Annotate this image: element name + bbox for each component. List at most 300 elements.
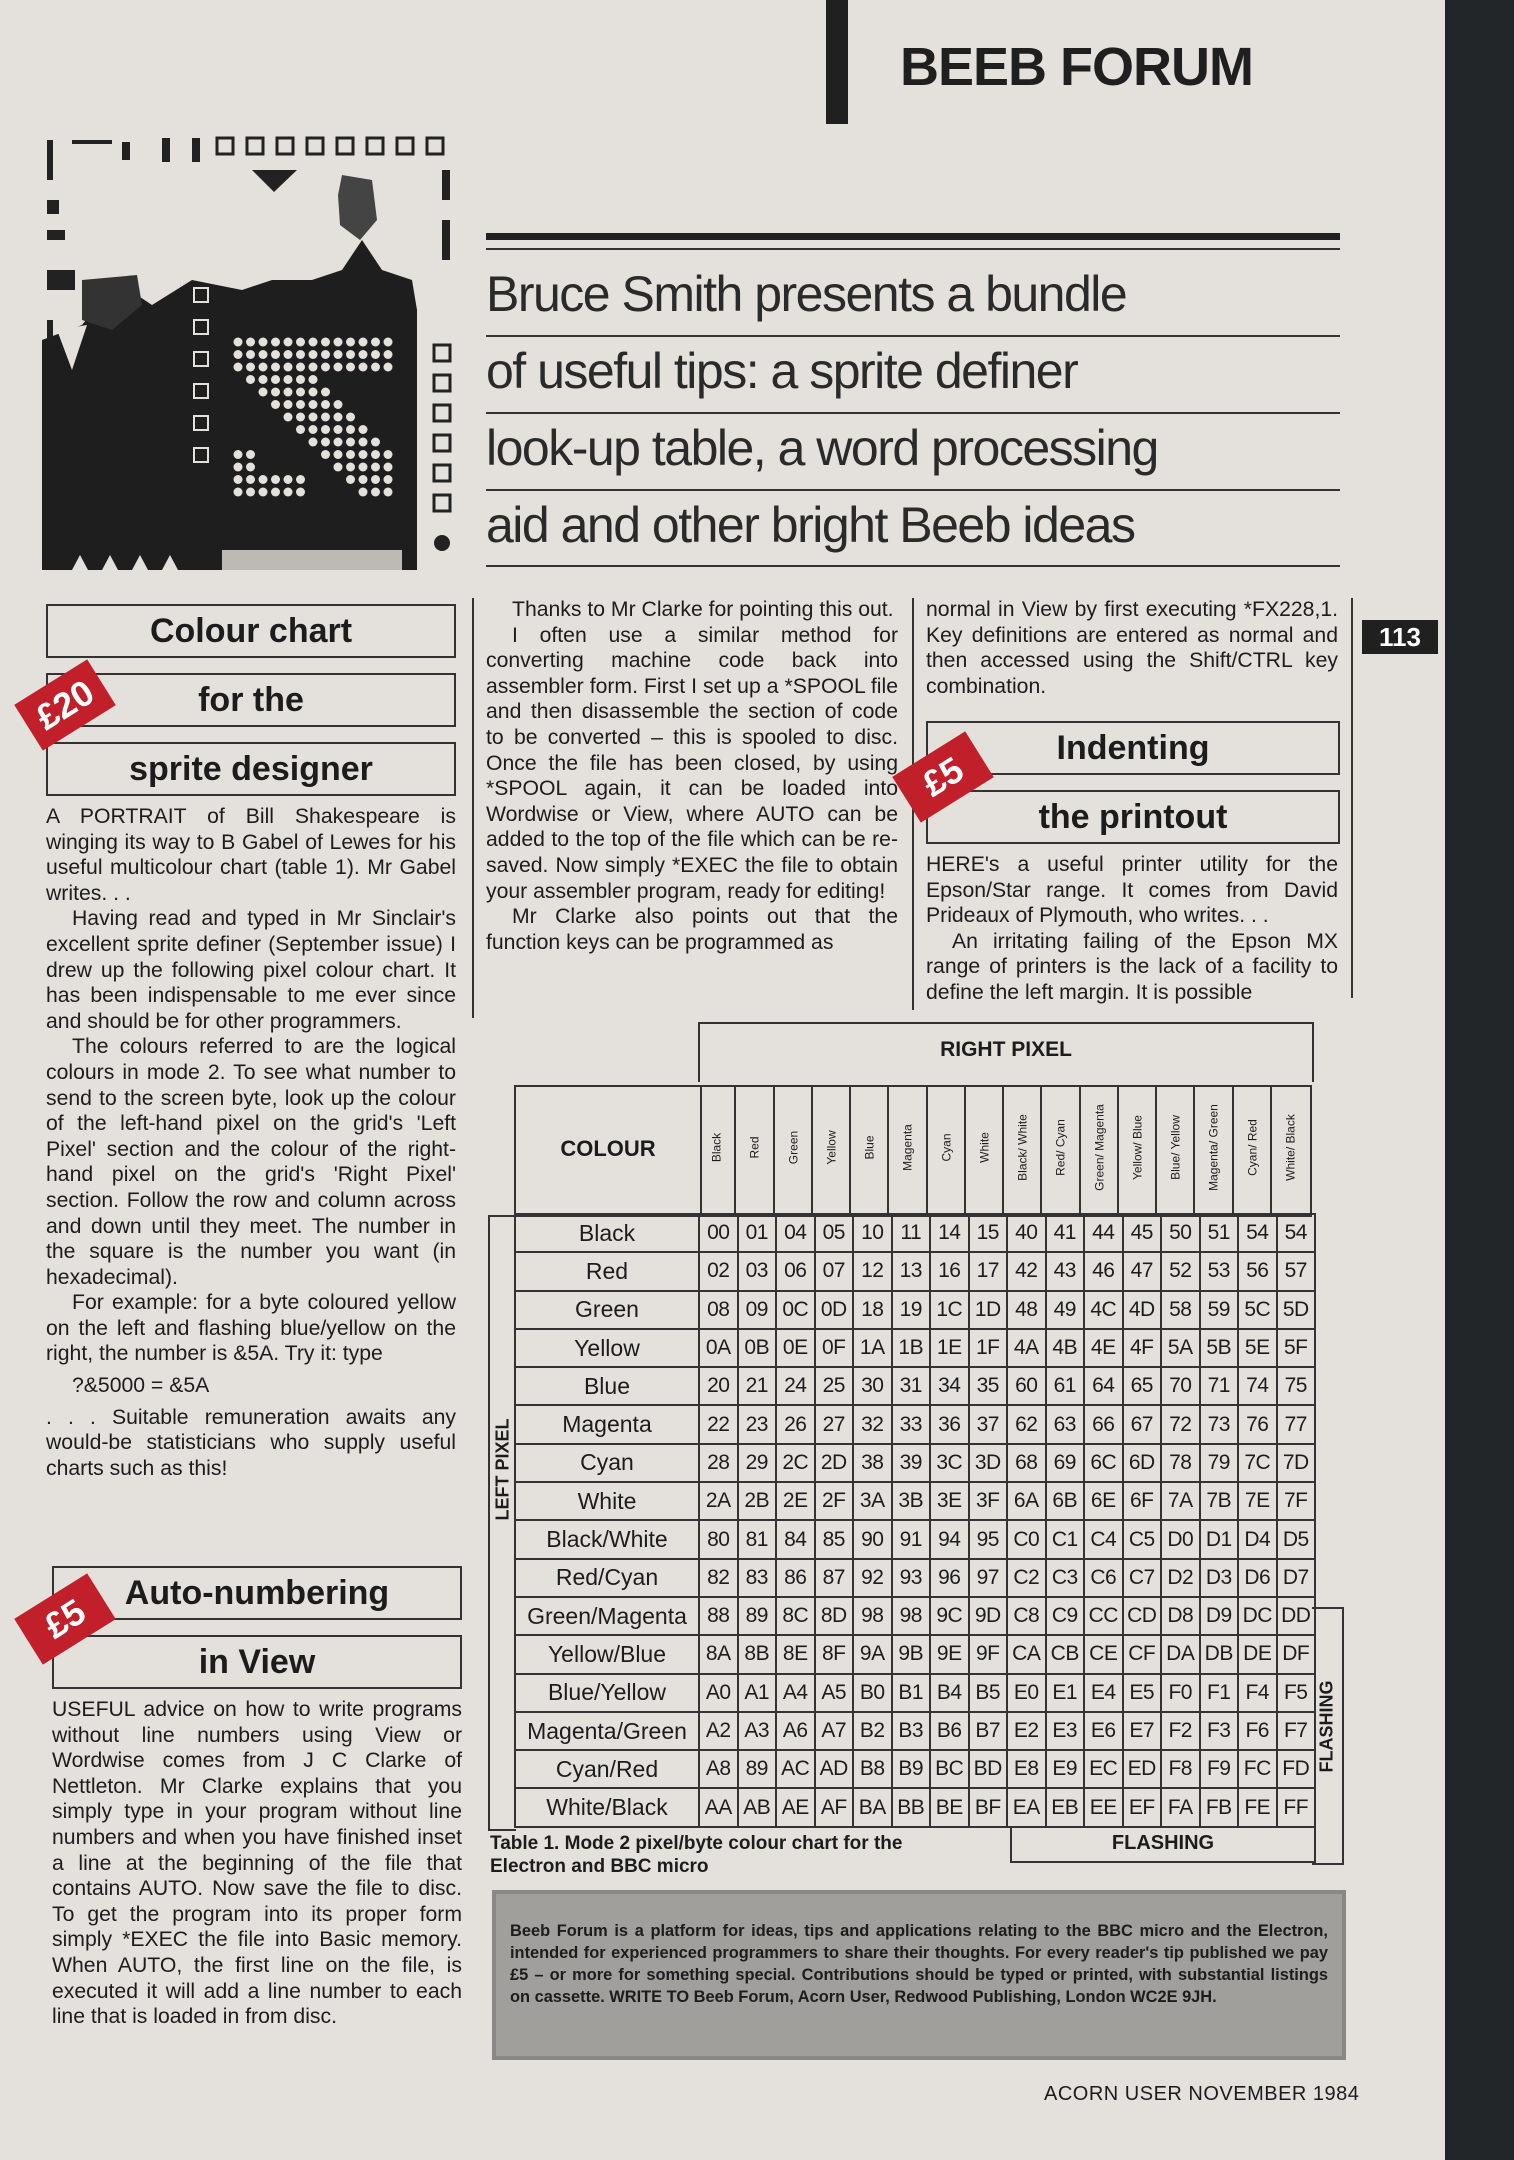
- table-cell: A7: [815, 1712, 854, 1750]
- column-header-cell: [851, 1087, 889, 1215]
- row-label: Magenta: [515, 1405, 699, 1443]
- table-cell: A0: [699, 1674, 738, 1712]
- sprite-pixel: [309, 425, 318, 434]
- row-label: Yellow/Blue: [515, 1635, 699, 1673]
- right-pixel-header: [698, 1022, 1314, 1082]
- table-cell: FB: [1200, 1788, 1239, 1826]
- table-cell: A3: [738, 1712, 777, 1750]
- table-row: [515, 1750, 1315, 1788]
- sprite-pixel: [296, 363, 305, 372]
- table-cell: 2A: [699, 1482, 738, 1520]
- table-cell: 4A: [1007, 1329, 1046, 1367]
- column-header-label: Blue: [862, 1135, 877, 1160]
- table-cell: FD: [1277, 1750, 1316, 1788]
- table-cell: 08: [699, 1291, 738, 1329]
- table-cell: 6E: [1084, 1482, 1123, 1520]
- table-cell: B3: [892, 1712, 931, 1750]
- table-cell: B1: [892, 1674, 931, 1712]
- table-cell: BE: [930, 1788, 969, 1826]
- table-row: [515, 1444, 1315, 1482]
- left-pixel-label: LEFT PIXEL: [492, 1418, 513, 1521]
- intro-rule: [486, 489, 1340, 491]
- sprite-pixel: [271, 475, 280, 484]
- prize-badge-5: £5: [14, 1573, 116, 1664]
- paragraph: Having read and typed in Mr Sinclair's excellent sprite definer (September issue) I drew up the following pixel colour chart. It has been indispensable to me ever since and should be for other programmers.: [46, 907, 456, 1033]
- table-cell: C4: [1084, 1520, 1123, 1558]
- table-cell: 8A: [699, 1635, 738, 1673]
- table-cell: 9B: [892, 1635, 931, 1673]
- table-cell: 70: [1161, 1367, 1200, 1405]
- column-header-cell: [1195, 1087, 1233, 1215]
- table-cell: 04: [776, 1214, 815, 1252]
- sprite-pixel: [334, 438, 343, 447]
- table-cell: C8: [1007, 1597, 1046, 1635]
- table-cell: 32: [853, 1405, 892, 1443]
- table-cell: E9: [1046, 1750, 1085, 1788]
- table-cell: AA: [699, 1788, 738, 1826]
- sprite-pixel: [334, 350, 343, 359]
- column-header-label: Magenta/ Green: [1206, 1104, 1221, 1191]
- table-cell: AD: [815, 1750, 854, 1788]
- sprite-pixel: [334, 463, 343, 472]
- intro-top-rule: [486, 233, 1340, 240]
- sprite-pixel: [271, 488, 280, 497]
- column-header-cell: [736, 1087, 774, 1215]
- sprite-pixel: [334, 450, 343, 459]
- column-header-cell: [698, 1087, 736, 1215]
- sprite-pixel: [234, 450, 243, 459]
- colour-chart-heading-3: sprite designer: [46, 742, 456, 796]
- table-cell: 13: [892, 1252, 931, 1290]
- table-cell: 47: [1123, 1252, 1162, 1290]
- column-header-label: Red/ Cyan: [1053, 1119, 1068, 1176]
- table-row: [515, 1482, 1315, 1520]
- table-cell: 3E: [930, 1482, 969, 1520]
- paragraph: HERE's a useful printer utility for the Epson/Star range. It comes from David Prideaux of Plymouth, who writes. . .: [926, 853, 1338, 928]
- sprite-pixel: [359, 475, 368, 484]
- table-row: [515, 1214, 1315, 1252]
- colour-header-cell: [514, 1085, 702, 1217]
- table-cell: 18: [853, 1291, 892, 1329]
- table-cell: 93: [892, 1559, 931, 1597]
- table-cell: 46: [1084, 1252, 1123, 1290]
- table-cell: 4B: [1046, 1329, 1085, 1367]
- auto-numbering-heading-2: in View: [52, 1635, 462, 1689]
- sprite-pixel: [259, 363, 268, 372]
- sprite-pixel: [346, 363, 355, 372]
- table-cell: 66: [1084, 1405, 1123, 1443]
- table-cell: 78: [1161, 1444, 1200, 1482]
- table-cell: FA: [1161, 1788, 1200, 1826]
- table-cell: 52: [1161, 1252, 1200, 1290]
- table-cell: 61: [1046, 1367, 1085, 1405]
- table-row: [515, 1559, 1315, 1597]
- table-cell: 30: [853, 1367, 892, 1405]
- sprite-pixel: [259, 375, 268, 384]
- table-cell: E6: [1084, 1712, 1123, 1750]
- table-cell: 7D: [1277, 1444, 1316, 1482]
- table-cell: 03: [738, 1252, 777, 1290]
- column-header-cell: [928, 1087, 966, 1215]
- table-cell: B5: [969, 1674, 1008, 1712]
- beeb-forum-info-box: [492, 1890, 1346, 2060]
- table-cell: 9E: [930, 1635, 969, 1673]
- sprite-pixel: [384, 363, 393, 372]
- pixel-sprite-illustration: [42, 130, 462, 575]
- column-header-label: Green: [786, 1130, 801, 1165]
- column-header-label: White/ Black: [1283, 1114, 1298, 1181]
- paragraph: The colours referred to are the logical colours in mode 2. To see what number to send to the screen byte, look up the colour of the left-hand pixel on the grid's 'Left Pixel' section and the colour of the right-hand pixel on the grid's 'Right Pixel' section. Follow the row and column across and down until they meet. The number in the square is the number you want (in hexadecimal).: [46, 1035, 456, 1289]
- table-caption: Table 1. Mode 2 pixel/byte colour chart for the Electron and BBC micro: [490, 1833, 903, 1877]
- table-cell: 3B: [892, 1482, 931, 1520]
- table-cell: 38: [853, 1444, 892, 1482]
- table-cell: 2C: [776, 1444, 815, 1482]
- table-cell: CA: [1007, 1635, 1046, 1673]
- sprite-pixel: [271, 375, 280, 384]
- sprite-pixel: [334, 425, 343, 434]
- sprite-pixel: [346, 475, 355, 484]
- row-label: Blue: [515, 1367, 699, 1405]
- table-cell: CC: [1084, 1597, 1123, 1635]
- row-label: Red: [515, 1252, 699, 1290]
- table-cell: 1A: [853, 1329, 892, 1367]
- table-cell: 15: [969, 1214, 1008, 1252]
- column-header-label: Cyan/ Red: [1245, 1119, 1260, 1176]
- row-label: Black: [515, 1214, 699, 1252]
- table-cell: E7: [1123, 1712, 1162, 1750]
- table-cell: 42: [1007, 1252, 1046, 1290]
- table-cell: 81: [738, 1520, 777, 1558]
- table-cell: B0: [853, 1674, 892, 1712]
- table-row: [515, 1405, 1315, 1443]
- table-cell: 23: [738, 1405, 777, 1443]
- sprite-pixel: [234, 475, 243, 484]
- table-cell: F1: [1200, 1674, 1239, 1712]
- sprite-pixel: [271, 400, 280, 409]
- section-title: BEEB FORUM: [900, 37, 1253, 97]
- table-cell: 82: [699, 1559, 738, 1597]
- table-cell: D9: [1200, 1597, 1239, 1635]
- table-cell: BA: [853, 1788, 892, 1826]
- sprite-pixel: [321, 450, 330, 459]
- table-cell: 6B: [1046, 1482, 1085, 1520]
- table-cell: CD: [1123, 1597, 1162, 1635]
- sprite-pixel: [259, 488, 268, 497]
- paragraph: An irritating failing of the Epson MX range of printers is the lack of a facility to define the left margin. It is possible: [926, 929, 1338, 1004]
- table-cell: EE: [1084, 1788, 1123, 1826]
- table-cell: 80: [699, 1520, 738, 1558]
- table-cell: 65: [1123, 1367, 1162, 1405]
- sprite-pixel: [234, 350, 243, 359]
- sprite-pixel: [271, 350, 280, 359]
- table-cell: CB: [1046, 1635, 1085, 1673]
- row-label: Blue/Yellow: [515, 1674, 699, 1712]
- table-cell: 12: [853, 1252, 892, 1290]
- table-cell: 2E: [776, 1482, 815, 1520]
- sprite-pixel: [296, 350, 305, 359]
- column-header-cell: [1272, 1087, 1310, 1215]
- table-cell: 5A: [1161, 1329, 1200, 1367]
- table-cell: 31: [892, 1367, 931, 1405]
- table-cell: F0: [1161, 1674, 1200, 1712]
- sprite-pixel: [296, 488, 305, 497]
- indenting-heading-2: the printout: [926, 790, 1340, 844]
- table-cell: 5C: [1238, 1291, 1277, 1329]
- sprite-pixel: [346, 338, 355, 347]
- sprite-pixel: [334, 413, 343, 422]
- intro-rule: [486, 565, 1340, 567]
- table-cell: C7: [1123, 1559, 1162, 1597]
- table-cell: 1E: [930, 1329, 969, 1367]
- intro-line-4: aid and other bright Beeb ideas: [486, 497, 1135, 553]
- sprite-pixel: [271, 363, 280, 372]
- row-label: Cyan: [515, 1444, 699, 1482]
- table-cell: 8E: [776, 1635, 815, 1673]
- intro-rule: [486, 412, 1340, 414]
- colour-chart-table: [514, 1213, 1316, 1828]
- sprite-pixel: [321, 400, 330, 409]
- sprite-pixel: [346, 450, 355, 459]
- table-cell: D5: [1277, 1520, 1316, 1558]
- table-cell: 7C: [1238, 1444, 1277, 1482]
- intro-rule: [486, 248, 1340, 250]
- colour-chart-heading-1: Colour chart: [46, 604, 456, 658]
- table-cell: 72: [1161, 1405, 1200, 1443]
- table-cell: 26: [776, 1405, 815, 1443]
- table-cell: 7F: [1277, 1482, 1316, 1520]
- sprite-pixel: [296, 400, 305, 409]
- sprite-pixel: [334, 338, 343, 347]
- table-cell: EB: [1046, 1788, 1085, 1826]
- row-label: Green: [515, 1291, 699, 1329]
- paragraph: Mr Clarke also points out that the function keys can be programmed as: [486, 905, 898, 954]
- table-cell: 0F: [815, 1329, 854, 1367]
- sprite-pixel: [309, 363, 318, 372]
- column-header-label: Blue/ Yellow: [1168, 1115, 1183, 1180]
- table-cell: 06: [776, 1252, 815, 1290]
- table-cell: 01: [738, 1214, 777, 1252]
- row-label: White/Black: [515, 1788, 699, 1826]
- table-cell: 51: [1200, 1214, 1239, 1252]
- table-cell: A8: [699, 1750, 738, 1788]
- column-header-label: Red: [747, 1136, 762, 1159]
- table-cell: C0: [1007, 1520, 1046, 1558]
- sprite-pixel: [284, 338, 293, 347]
- sprite-pixel: [359, 425, 368, 434]
- column-divider: [1351, 598, 1353, 998]
- table-cell: 83: [738, 1559, 777, 1597]
- column-header-cell: [1157, 1087, 1195, 1215]
- sprite-pixel: [271, 388, 280, 397]
- table-cell: 90: [853, 1520, 892, 1558]
- sprite-pixel: [246, 475, 255, 484]
- right-pixel-label: RIGHT PIXEL: [940, 1038, 1072, 1061]
- table-cell: 25: [815, 1367, 854, 1405]
- table-cell: 57: [1277, 1252, 1316, 1290]
- column-divider: [472, 598, 474, 1018]
- sprite-pixel: [284, 400, 293, 409]
- table-cell: 3D: [969, 1444, 1008, 1482]
- table-cell: 29: [738, 1444, 777, 1482]
- sprite-pixel: [234, 363, 243, 372]
- column-header-label: Black: [709, 1132, 724, 1163]
- table-row: [515, 1367, 1315, 1405]
- table-cell: F5: [1277, 1674, 1316, 1712]
- table-cell: BB: [892, 1788, 931, 1826]
- table-cell: 7A: [1161, 1482, 1200, 1520]
- sprite-pixel: [321, 413, 330, 422]
- sprite-pixel: [234, 463, 243, 472]
- table-cell: C6: [1084, 1559, 1123, 1597]
- table-cell: 54: [1277, 1214, 1316, 1252]
- table-cell: AF: [815, 1788, 854, 1826]
- table-cell: 4E: [1084, 1329, 1123, 1367]
- table-cell: 5D: [1277, 1291, 1316, 1329]
- table-cell: 1C: [930, 1291, 969, 1329]
- sprite-pixel: [246, 375, 255, 384]
- table-cell: 1B: [892, 1329, 931, 1367]
- table-cell: 22: [699, 1405, 738, 1443]
- sprite-pixel: [321, 350, 330, 359]
- indenting-body: [926, 852, 1338, 1006]
- sprite-pixel: [371, 475, 380, 484]
- table-cell: 27: [815, 1405, 854, 1443]
- sprite-pixel: [334, 400, 343, 409]
- table-cell: 2D: [815, 1444, 854, 1482]
- sprite-pixel: [259, 388, 268, 397]
- colour-chart-body: [46, 804, 456, 1481]
- table-cell: AB: [738, 1788, 777, 1826]
- sprite-pixel: [346, 463, 355, 472]
- table-cell: E2: [1007, 1712, 1046, 1750]
- sprite-pixel: [296, 388, 305, 397]
- sprite-pixel: [284, 350, 293, 359]
- table-cell: 41: [1046, 1214, 1085, 1252]
- sprite-pixel: [246, 350, 255, 359]
- row-label: Yellow: [515, 1329, 699, 1367]
- table-row: [515, 1520, 1315, 1558]
- table-cell: 68: [1007, 1444, 1046, 1482]
- sprite-pixel: [359, 438, 368, 447]
- table-cell: 50: [1161, 1214, 1200, 1252]
- column-header-cell: [775, 1087, 813, 1215]
- table-cell: F8: [1161, 1750, 1200, 1788]
- sprite-pixel: [296, 475, 305, 484]
- table-cell: A6: [776, 1712, 815, 1750]
- table-cell: 69: [1046, 1444, 1085, 1482]
- column-header-cell: [1004, 1087, 1042, 1215]
- table-cell: 8B: [738, 1635, 777, 1673]
- sprite-pixel: [234, 488, 243, 497]
- table-cell: BF: [969, 1788, 1008, 1826]
- table-cell: 1D: [969, 1291, 1008, 1329]
- table-cell: 6C: [1084, 1444, 1123, 1482]
- sprite-pixel: [309, 338, 318, 347]
- sprite-pixel: [359, 363, 368, 372]
- table-cell: C3: [1046, 1559, 1085, 1597]
- row-label: Black/White: [515, 1520, 699, 1558]
- row-label: Green/Magenta: [515, 1597, 699, 1635]
- table-cell: 86: [776, 1559, 815, 1597]
- table-cell: 98: [853, 1597, 892, 1635]
- table-cell: 92: [853, 1559, 892, 1597]
- table-cell: C9: [1046, 1597, 1085, 1635]
- sprite-pixel: [259, 338, 268, 347]
- table-cell: E8: [1007, 1750, 1046, 1788]
- table-cell: 24: [776, 1367, 815, 1405]
- table-cell: 56: [1238, 1252, 1277, 1290]
- sprite-pixel: [334, 363, 343, 372]
- table-cell: 67: [1123, 1405, 1162, 1443]
- sprite-pixel: [284, 363, 293, 372]
- auto-numbering-continued: [486, 597, 898, 955]
- table-cell: 4D: [1123, 1291, 1162, 1329]
- page-footer: ACORN USER NOVEMBER 1984: [1044, 2083, 1360, 2105]
- row-label: White: [515, 1482, 699, 1520]
- sprite-pixel: [371, 488, 380, 497]
- table-cell: 02: [699, 1252, 738, 1290]
- table-cell: 5F: [1277, 1329, 1316, 1367]
- column-header-label: Black/ White: [1015, 1114, 1030, 1181]
- sprite-pixel: [384, 338, 393, 347]
- intro-line-2: of useful tips: a sprite definer: [486, 343, 1078, 399]
- sprite-pixel: [234, 338, 243, 347]
- auto-numbering-ending: normal in View by first executing *FX228,1. Key definitions are entered as normal and then accessed using the Shift/CTRL key combination.: [926, 598, 1338, 698]
- column-header-cell: [966, 1087, 1004, 1215]
- sprite-pixel: [309, 413, 318, 422]
- table-cell: 88: [699, 1597, 738, 1635]
- auto-numbering-body: USEFUL advice on how to write programs without line numbers using View or Wordwise comes from J C Clarke of Nettleton. Mr Clarke explains that you simply type in your program without line numbers and when you have finished inset a line at the beginning of the file that contains AUTO. Now save the file to disc. To get the program into its proper form simply *EXEC the file into Basic memory. When AUTO, the first line on the file, is executed it will add a line number to each line that is loaded in from disc.: [52, 1698, 462, 2029]
- table-cell: B9: [892, 1750, 931, 1788]
- code-example: ?&5000 = &5A: [72, 1374, 210, 1398]
- table-cell: B8: [853, 1750, 892, 1788]
- table-row: [515, 1597, 1315, 1635]
- sprite-pixel: [321, 425, 330, 434]
- column-header-cell: [1081, 1087, 1119, 1215]
- table-cell: 8D: [815, 1597, 854, 1635]
- sprite-pixel: [296, 375, 305, 384]
- prize-badge-20: £20: [14, 659, 116, 750]
- table-cell: 00: [699, 1214, 738, 1252]
- page-number: 113: [1362, 620, 1438, 654]
- table-cell: 95: [969, 1520, 1008, 1558]
- table-cell: 43: [1046, 1252, 1085, 1290]
- table-cell: D4: [1238, 1520, 1277, 1558]
- table-cell: 79: [1200, 1444, 1239, 1482]
- table-cell: EF: [1123, 1788, 1162, 1826]
- table-cell: 63: [1046, 1405, 1085, 1443]
- table-cell: F4: [1238, 1674, 1277, 1712]
- table-cell: 87: [815, 1559, 854, 1597]
- table-cell: 54: [1238, 1214, 1277, 1252]
- table-cell: 11: [892, 1214, 931, 1252]
- table-cell: 10: [853, 1214, 892, 1252]
- table-cell: 7B: [1200, 1482, 1239, 1520]
- sprite-pixel: [346, 425, 355, 434]
- table-cell: 19: [892, 1291, 931, 1329]
- table-cell: 2B: [738, 1482, 777, 1520]
- table-cell: 4F: [1123, 1329, 1162, 1367]
- table-cell: 48: [1007, 1291, 1046, 1329]
- table-cell: 39: [892, 1444, 931, 1482]
- table-cell: 8F: [815, 1635, 854, 1673]
- sprite-pixel: [246, 488, 255, 497]
- sprite-pixel: [371, 450, 380, 459]
- table-cell: 9D: [969, 1597, 1008, 1635]
- table-cell: C2: [1007, 1559, 1046, 1597]
- table-cell: 7E: [1238, 1482, 1277, 1520]
- table-cell: 21: [738, 1367, 777, 1405]
